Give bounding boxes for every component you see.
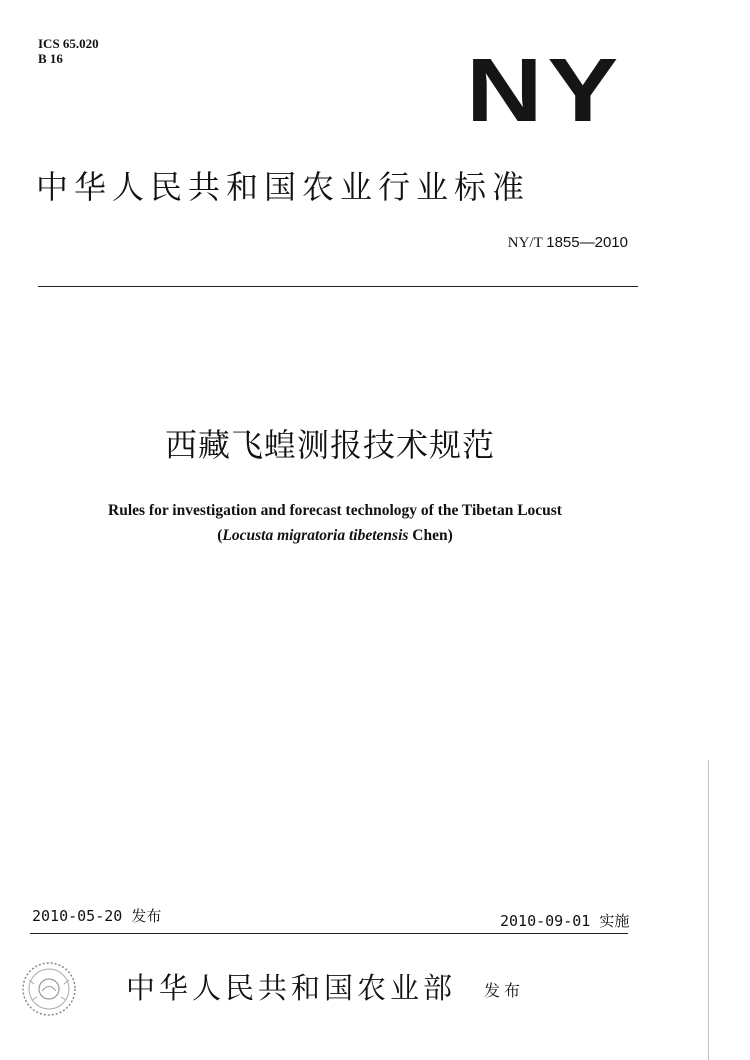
standard-code-prefix: NY/T: [507, 235, 543, 251]
ccs-code: B 16: [38, 51, 63, 66]
standard-code-number: 1855—2010: [546, 234, 628, 251]
header-divider: [38, 286, 638, 287]
ministry-seal-icon: [20, 960, 78, 1018]
standard-code: [508, 234, 628, 252]
issue-date: 2010-05-20 发布: [32, 907, 162, 925]
footer-divider: [30, 933, 628, 934]
scientific-name: Locusta migratoria tibetensis: [222, 527, 409, 544]
issue-label: 发布: [484, 981, 525, 1000]
ny-logo: NY: [466, 41, 623, 141]
english-title: [0, 498, 670, 548]
chinese-title: 西藏飞蝗测报技术规范: [164, 426, 495, 464]
scan-edge-line: [708, 760, 709, 1060]
ics-code: ICS 65.020: [38, 36, 99, 51]
english-title-line1: Rules for investigation and forecast technology of the Tibetan Locust: [108, 502, 562, 519]
standard-type: 中华人民共和国农业行业标准: [36, 168, 531, 206]
issuer: 中华人民共和国农业部: [126, 971, 457, 1005]
implement-date: 2010-09-01 实施: [500, 912, 630, 930]
classification-codes: [38, 36, 99, 66]
english-title-line2: (Locusta migratoria tibetensis Chen): [217, 527, 453, 544]
